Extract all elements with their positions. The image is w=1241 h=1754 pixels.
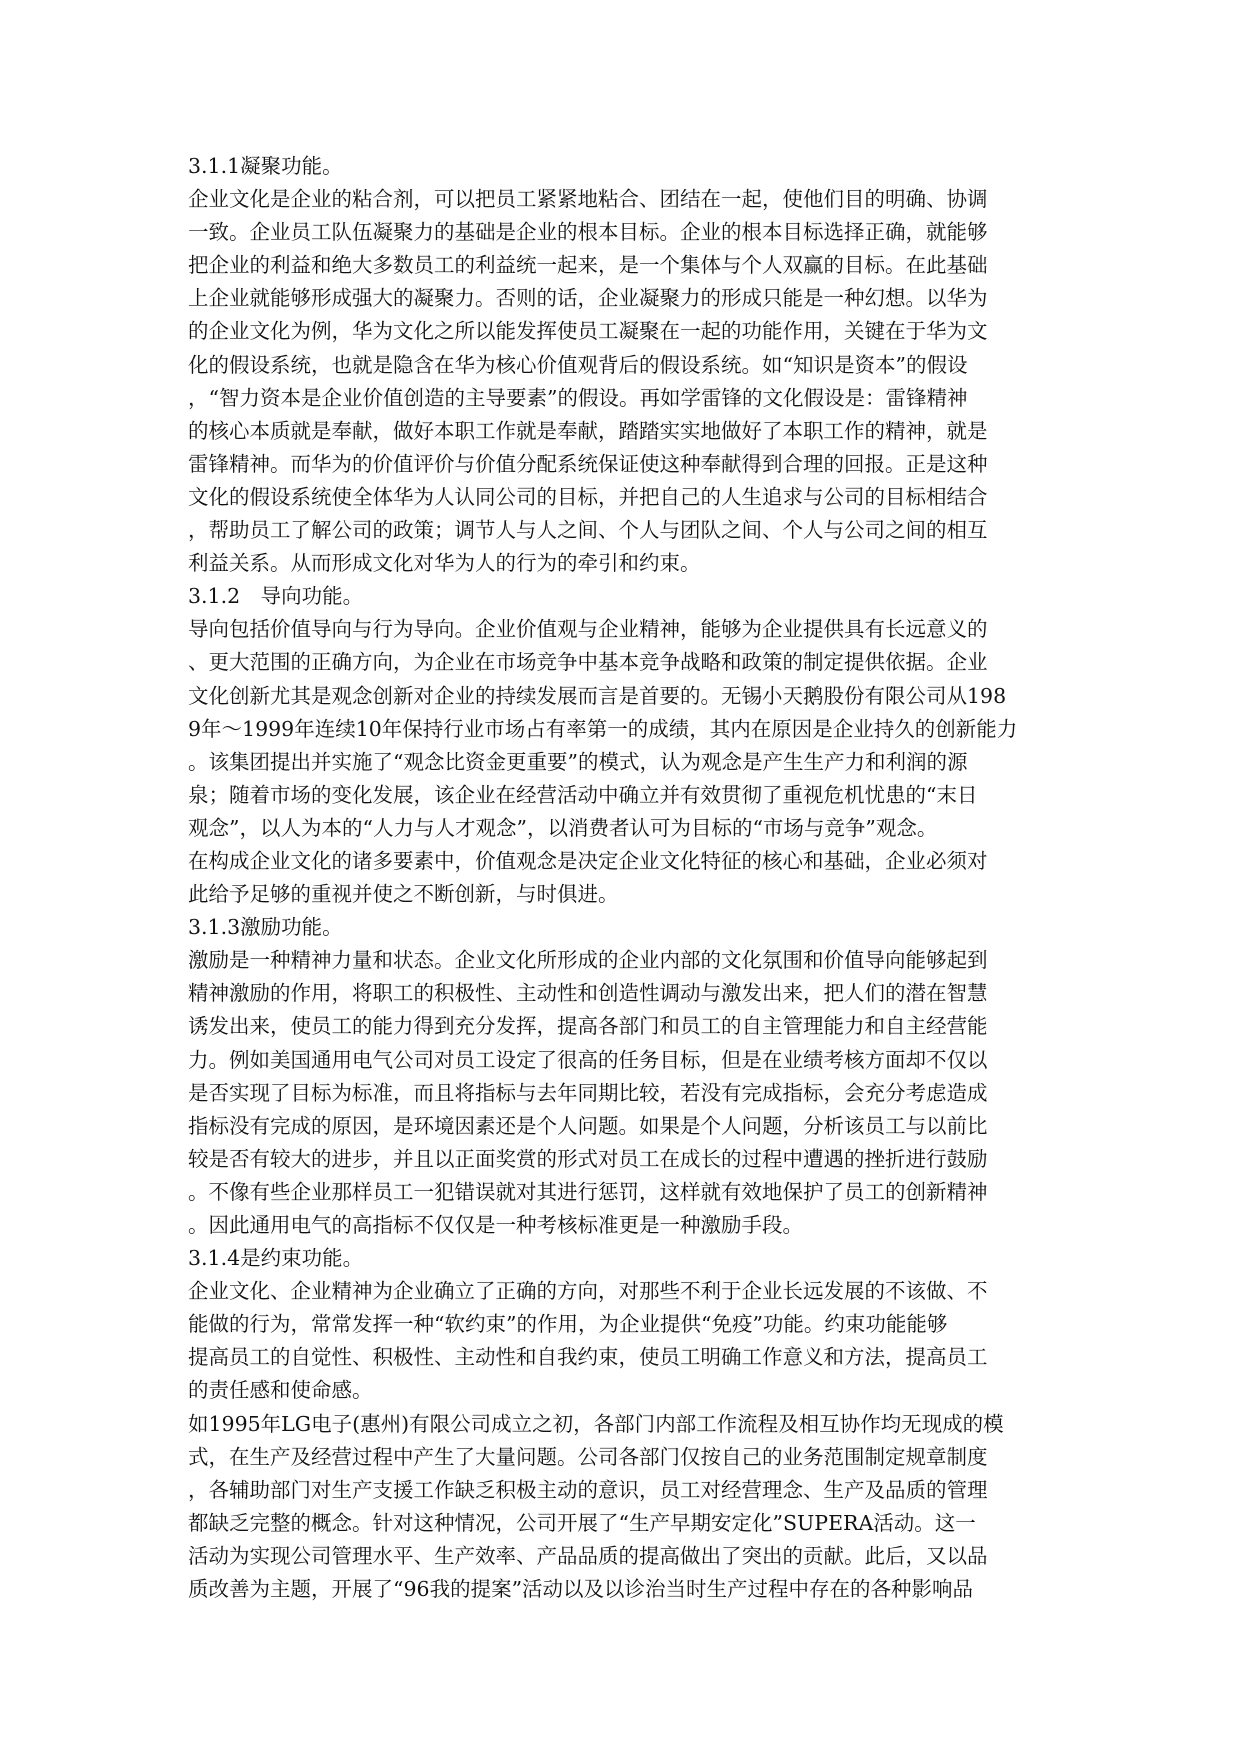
- text-line: 是否实现了目标为标准，而且将指标与去年同期比较，若没有完成指标，会充分考虑造成: [188, 1080, 988, 1105]
- text-line: 雷锋精神。而华为的价值评价与价值分配系统保证使这种奉献得到合理的回报。正是这种: [188, 451, 988, 476]
- text-line: 文化创新尤其是观念创新对企业的持续发展而言是首要的。无锡小天鹅股份有限公司从198: [188, 683, 1007, 708]
- text-line: 把企业的利益和绝大多数员工的利益统一起来，是一个集体与个人双赢的目标。在此基础: [188, 253, 988, 278]
- text-line: 9年～1999年连续10年保持行业市场占有率第一的成绩，其内在原因是企业持久的创新能力: [188, 716, 1018, 741]
- text-line: 能做的行为，常常发挥一种“软约束”的作用，为企业提供“免疫”功能。约束功能能够: [188, 1312, 948, 1337]
- text-line: 、更大范围的正确方向，为企业在市场竞争中基本竞争战略和政策的制定提供依据。企业: [188, 650, 988, 675]
- document-page: [188, 150, 1052, 1606]
- heading-3-1-4: 3.1.4是约束功能。: [188, 1246, 364, 1271]
- text-line: 精神激励的作用，将职工的积极性、主动性和创造性调动与激发出来，把人们的潜在智慧: [188, 981, 988, 1006]
- text-line: 活动为实现公司管理水平、生产效率、产品品质的提高做出了突出的贡献。此后，又以品: [188, 1543, 988, 1568]
- text-line: 观念”，以人为本的“人力与人才观念”，以消费者认可为目标的“市场与竞争”观念。: [188, 815, 938, 840]
- text-line: 的责任感和使命感。: [188, 1378, 373, 1403]
- text-line: 一致。企业员工队伍凝聚力的基础是企业的根本目标。企业的根本目标选择正确，就能够: [188, 220, 988, 245]
- text-line: 。该集团提出并实施了“观念比资金更重要”的模式，认为观念是产生生产力和利润的源: [188, 749, 968, 774]
- text-line: 。因此通用电气的高指标不仅仅是一种考核标准更是一种激励手段。: [188, 1213, 803, 1237]
- text-line: 的核心本质就是奉献，做好本职工作就是奉献，踏踏实实地做好了本职工作的精神，就是: [188, 418, 988, 443]
- text-line: 较是否有较大的进步，并且以正面奖赏的形式对员工在成长的过程中遭遇的挫折进行鼓励: [188, 1146, 988, 1171]
- text-line: 提高员工的自觉性、积极性、主动性和自我约束，使员工明确工作意义和方法，提高员工: [188, 1345, 988, 1370]
- text-line: 如1995年LG电子(惠州)有限公司成立之初，各部门内部工作流程及相互协作均无现成的模: [188, 1411, 1004, 1436]
- text-line: 化的假设系统，也就是隐含在华为核心价值观背后的假设系统。如“知识是资本”的假设: [188, 352, 968, 377]
- heading-3-1-3: 3.1.3激励功能。: [188, 915, 343, 940]
- text-line: 式，在生产及经营过程中产生了大量问题。公司各部门仅按自己的业务范围制定规章制度: [188, 1444, 988, 1469]
- text-line: 利益关系。从而形成文化对华为人的行为的牵引和约束。: [188, 551, 701, 576]
- text-line: 诱发出来，使员工的能力得到充分发挥，提高各部门和员工的自主管理能力和自主经营能: [188, 1014, 988, 1039]
- text-line: 导向包括价值导向与行为导向。企业价值观与企业精神，能够为企业提供具有长远意义的: [188, 617, 988, 642]
- text-line: 泉；随着市场的变化发展，该企业在经营活动中确立并有效贯彻了重视危机忧患的“末日: [188, 782, 978, 807]
- text-line: 激励是一种精神力量和状态。企业文化所形成的企业内部的文化氛围和价值导向能够起到: [188, 948, 988, 973]
- text-line: ，“智力资本是企业价值创造的主导要素”的假设。再如学雷锋的文化假设是：雷锋精神: [188, 385, 968, 410]
- text-line: 企业文化是企业的粘合剂，可以把员工紧紧地粘合、团结在一起，使他们目的明确、协调: [188, 187, 988, 212]
- text-line: 在构成企业文化的诸多要素中，价值观念是决定企业文化特征的核心和基础，企业必须对: [188, 848, 988, 873]
- text-line: 的企业文化为例，华为文化之所以能发挥使员工凝聚在一起的功能作用，关键在于华为文: [188, 319, 988, 344]
- text-line: 上企业就能够形成强大的凝聚力。否则的话，企业凝聚力的形成只能是一种幻想。以华为: [188, 286, 988, 311]
- text-line: 力。例如美国通用电气公司对员工设定了很高的任务目标，但是在业绩考核方面却不仅以: [188, 1047, 988, 1072]
- text-line: 都缺乏完整的概念。针对这种情况，公司开展了“生产早期安定化”SUPERA活动。这一: [188, 1510, 976, 1535]
- text-line: ，各辅助部门对生产支援工作缺乏积极主动的意识，员工对经营理念、生产及品质的管理: [188, 1477, 988, 1502]
- text-line: 此给予足够的重视并使之不断创新，与时俱进。: [188, 882, 619, 907]
- text-line: 企业文化、企业精神为企业确立了正确的方向，对那些不利于企业长远发展的不该做、不: [188, 1279, 988, 1304]
- text-line: 指标没有完成的原因，是环境因素还是个人问题。如果是个人问题，分析该员工与以前比: [188, 1113, 988, 1138]
- heading-3-1-1: 3.1.1凝聚功能。: [188, 154, 343, 178]
- text-line: 质改善为主题，开展了“96我的提案”活动以及以诊治当时生产过程中存在的各种影响品: [188, 1577, 974, 1602]
- text-line: ，帮助员工了解公司的政策；调节人与人之间、个人与团队之间、个人与公司之间的相互: [188, 518, 988, 543]
- text-line: 。不像有些企业那样员工一犯错误就对其进行惩罚，这样就有效地保护了员工的创新精神: [188, 1179, 988, 1204]
- text-line: 文化的假设系统使全体华为人认同公司的目标，并把自己的人生追求与公司的目标相结合: [188, 484, 988, 509]
- heading-3-1-2: 3.1.2 导向功能。: [188, 584, 364, 609]
